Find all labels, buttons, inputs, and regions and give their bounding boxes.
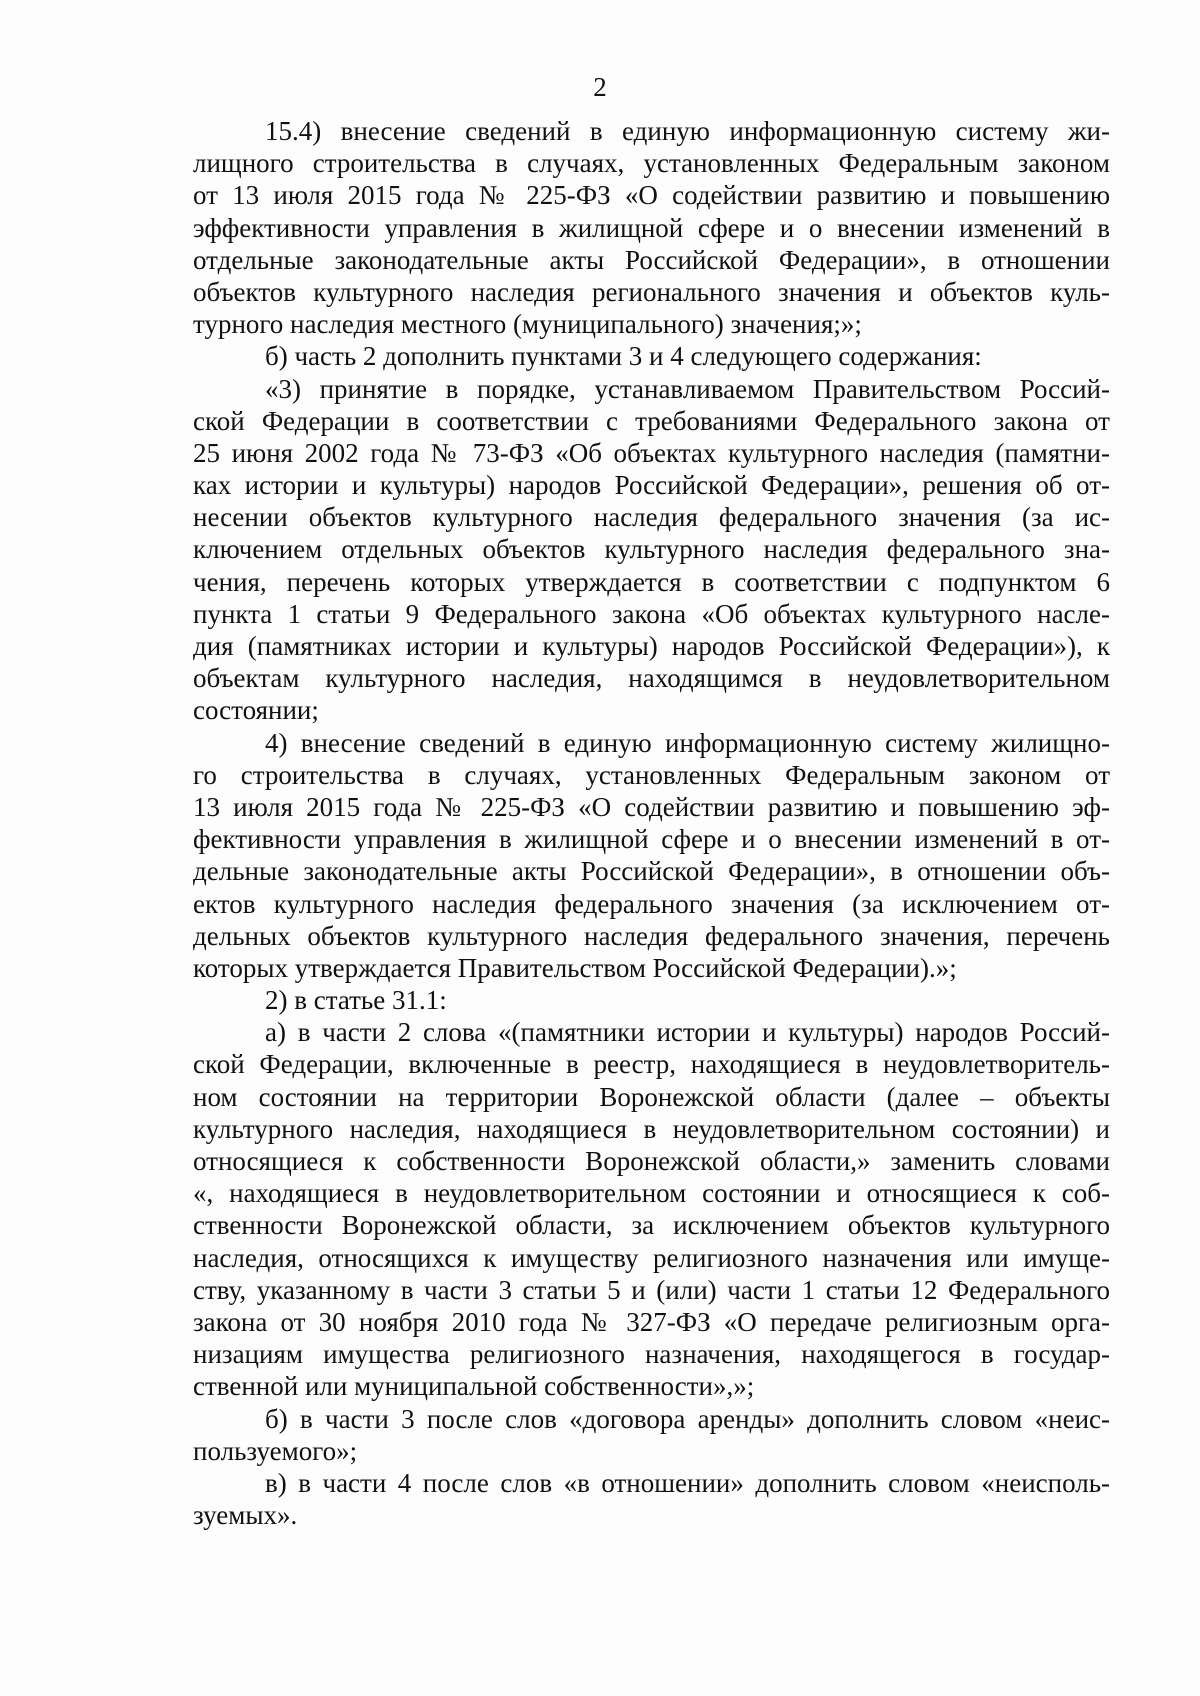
text-line: объектов культурного наследия регионального значения и объектов куль- <box>193 276 1110 307</box>
page-number: 2 <box>593 72 607 102</box>
text-line: низациям имущества религиозного назначения, находящегося в государ- <box>193 1339 1110 1370</box>
text-line: б) в части 3 после слов «договора аренды» дополнить словом «неис- <box>265 1403 1110 1434</box>
text-line: 13 июля 2015 года № 225-ФЗ «О содействии развитию и повышению эф- <box>193 791 1110 822</box>
text-line: лищного строительства в случаях, установленных Федеральным законом <box>193 148 1110 179</box>
text-line: фективности управления в жилищной сфере и о внесении изменений в от- <box>193 824 1110 855</box>
text-line: наследия, относящихся к имуществу религиозного назначения или имуще- <box>193 1242 1110 1273</box>
text-line: состоянии; <box>193 695 319 726</box>
text-line: относящиеся к собственности Воронежской области,» заменить словами <box>193 1146 1110 1176</box>
text-line: ном состоянии на территории Воронежской области (далее – объекты <box>193 1081 1110 1112</box>
text-line: «, находящиеся в неудовлетворительном состоянии и относящиеся к соб- <box>193 1178 1110 1209</box>
text-line: объектам культурного наследия, находящимся в неудовлетворительном <box>193 663 1110 694</box>
text-line: ках истории и культуры) народов Российской Федерации», решения об от- <box>193 470 1110 501</box>
text-line: ской Федерации в соответствии с требованиями Федерального закона от <box>193 405 1110 436</box>
text-line: ской Федерации, включенные в реестр, находящиеся в неудовлетворитель- <box>193 1049 1110 1080</box>
text-line: а) в части 2 слова «(памятники истории и культуры) народов Россий- <box>265 1017 1110 1048</box>
text-line: 2) в статье 31.1: <box>265 985 447 1016</box>
text-line: дельные законодательные акты Российской Федерации», в отношении объ- <box>193 856 1110 887</box>
text-line: зуемых». <box>193 1500 298 1531</box>
text-line: ству, указанному в части 3 статьи 5 и (или) части 1 статьи 12 Федерального <box>193 1274 1110 1305</box>
text-line: турного наследия местного (муниципального) значения;»; <box>193 309 862 340</box>
text-line: пункта 1 статьи 9 Федерального закона «Об объектах культурного насле- <box>193 598 1110 629</box>
text-line: ственности Воронежской области, за исключением объектов культурного <box>193 1210 1110 1241</box>
text-line: 25 июня 2002 года № 73-ФЗ «Об объектах культурного наследия (памятни- <box>193 437 1110 468</box>
text-line: отдельные законодательные акты Российской Федерации», в отношении <box>193 244 1110 275</box>
text-line: дия (памятниках истории и культуры) народов Российской Федерации»), к <box>193 631 1110 661</box>
text-line: несении объектов культурного наследия федерального значения (за ис- <box>193 502 1110 533</box>
text-line: дельных объектов культурного наследия федерального значения, перечень <box>193 920 1110 951</box>
text-line: го строительства в случаях, установленных Федеральным законом от <box>193 759 1110 790</box>
text-line: ектов культурного наследия федерального значения (за исключением от- <box>193 888 1110 919</box>
text-line: эффективности управления в жилищной сфере и о внесении изменений в <box>193 212 1110 243</box>
text-line: 4) внесение сведений в единую информационную систему жилищно- <box>265 727 1110 758</box>
document-body <box>193 115 1110 1531</box>
text-line: 15.4) внесение сведений в единую информационную систему жи- <box>265 116 1110 146</box>
text-line: в) в части 4 после слов «в отношении» дополнить словом «неисполь- <box>265 1467 1110 1498</box>
text-line: которых утверждается Правительством Российской Федерации).»; <box>193 952 957 983</box>
text-line: от 13 июля 2015 года № 225-ФЗ «О содействии развитию и повышению <box>193 180 1110 211</box>
text-line: культурного наследия, находящиеся в неудовлетворительном состоянии) и <box>193 1113 1110 1144</box>
text-line: пользуемого»; <box>193 1435 358 1466</box>
text-line: закона от 30 ноября 2010 года № 327-ФЗ «О передаче религиозным орга- <box>193 1306 1110 1337</box>
text-line: ственной или муниципальной собственности»,»; <box>193 1371 755 1402</box>
text-line: «3) принятие в порядке, устанавливаемом Правительством Россий- <box>265 373 1110 404</box>
text-line: чения, перечень которых утверждается в соответствии с подпунктом 6 <box>193 566 1110 597</box>
text-line: б) часть 2 дополнить пунктами 3 и 4 следующего содержания: <box>265 341 982 372</box>
text-line: ключением отдельных объектов культурного наследия федерального зна- <box>193 534 1110 565</box>
